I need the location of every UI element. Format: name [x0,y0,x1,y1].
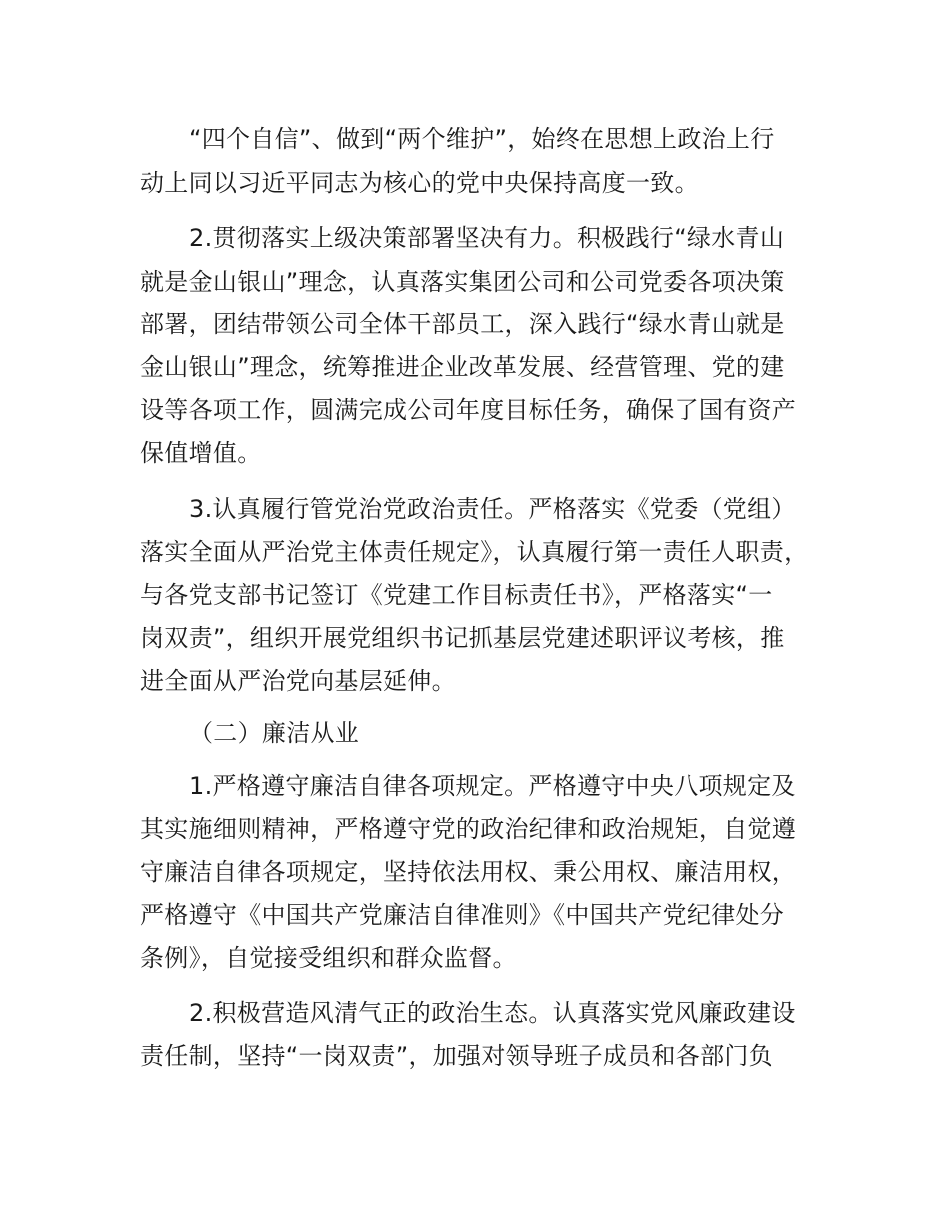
paragraph-line: 其实施细则精神，严格遵守党的政治纪律和政治规矩，自觉遵 [140,815,797,843]
paragraph-line: “四个自信”、做到“两个维护”，始终在思想上政治上行 [189,125,775,153]
paragraph-line: 1.严格遵守廉洁自律各项规定。严格遵守中央八项规定及 [189,772,796,800]
paragraph-line: 岗双责”，组织开展党组织书记抓基层党建述职评议考核，推 [140,624,785,652]
paragraph-line: 严格遵守《中国共产党廉洁自律准则》《中国共产党纪律处分 [140,901,785,929]
paragraph-line: 进全面从严治党向基层延伸。 [140,667,456,695]
paragraph-line: 部署，团结带领公司全体干部员工，深入践行“绿水青山就是 [140,310,785,338]
paragraph-line: 动上同以习近平同志为核心的党中央保持高度一致。 [140,169,699,197]
paragraph-line: 2.积极营造风清气正的政治生态。认真落实党风廉政建设 [189,999,796,1027]
paragraph-line: 2.贯彻落实上级决策部署坚决有力。积极践行“绿水青山 [189,224,785,252]
section-heading: （二）廉洁从业 [189,719,360,747]
paragraph-line: 保值增值。 [140,439,262,467]
paragraph-line: 守廉洁自律各项规定，坚持依法用权、秉公用权、廉洁用权， [140,858,797,886]
paragraph-line: 条例》，自觉接受组织和群众监督。 [140,944,517,972]
paragraph-line: 责任制，坚持“一岗双责”，加强对领导班子成员和各部门负 [140,1042,773,1070]
paragraph-line: 与各党支部书记签订《党建工作目标责任书》，严格落实“一 [140,581,773,609]
paragraph-line: 金山银山”理念，统筹推进企业改革发展、经营管理、党的建 [140,353,785,381]
paragraph-line: 设等各项工作，圆满完成公司年度目标任务，确保了国有资产 [140,396,797,424]
paragraph-line: 3.认真履行管党治党政治责任。严格落实《党委（党组） [189,495,796,523]
paragraph-line: 就是金山银山”理念，认真落实集团公司和公司党委各项决策 [140,268,785,296]
paragraph-line: 落实全面从严治党主体责任规定》，认真履行第一责任人职责， [140,538,809,566]
